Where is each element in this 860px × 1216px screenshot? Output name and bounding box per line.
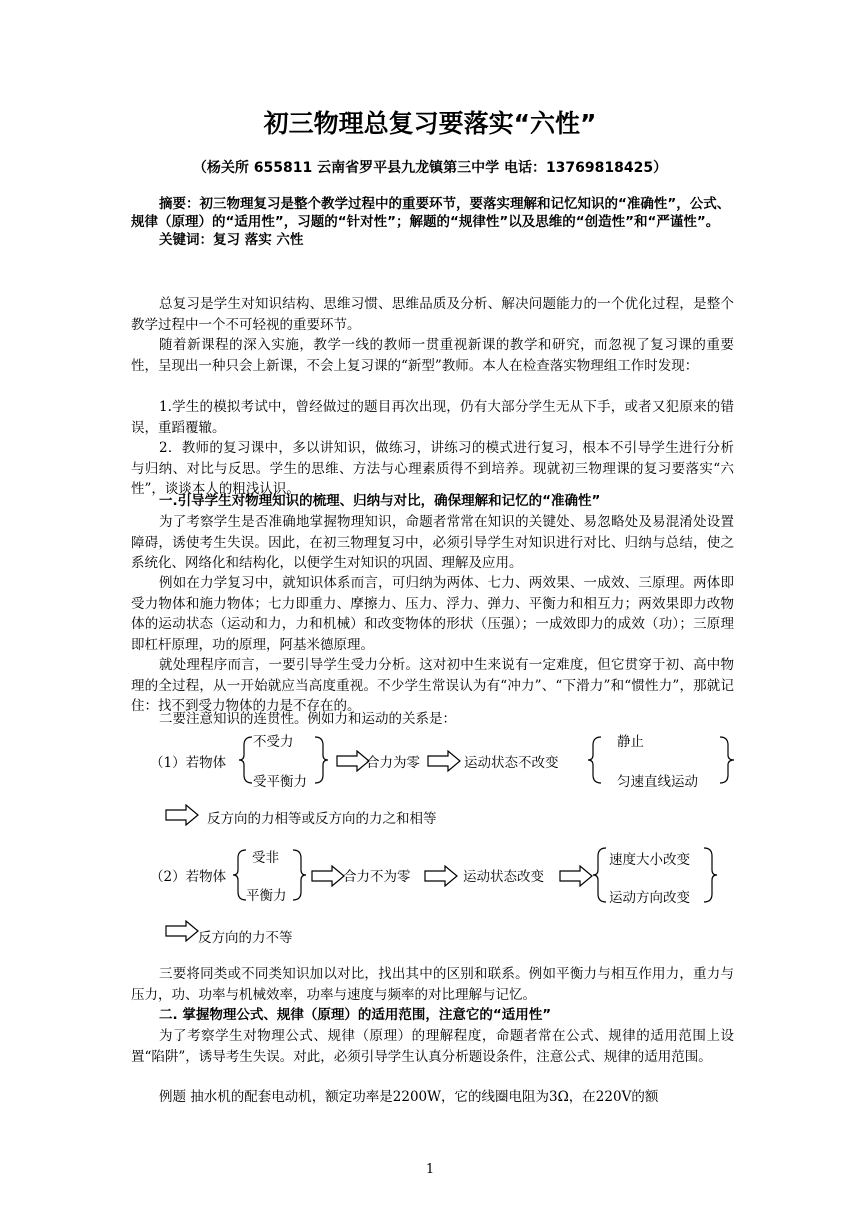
right-brace-icon — [291, 848, 307, 902]
diagram-note: 反方向的力不等 — [198, 930, 293, 946]
result-text: 合力不为零 — [343, 869, 411, 885]
left-brace-icon — [238, 735, 254, 785]
outcome-top: 静止 — [617, 734, 644, 750]
paragraph: 例题 抽水机的配套电动机，额定功率是2200W，它的线圈电阻为3Ω，在220V的额 — [159, 1089, 659, 1105]
arrow-icon — [427, 750, 461, 772]
right-brace-icon — [718, 735, 736, 785]
paragraph: 例如在力学复习中，就知识体系而言，可归纳为两体、七力、两效果、一成效、三原理。两体即受力物体和施力物体；七力即重力、摩擦力、压力、浮力、弹力、平衡力和相互力；两效果即力改物体的运动状态（运动和力，力和机械）和改变物体的形状（压强）；一成效即力的成效（功）；三原理即杠杆原理，功的原理，阿基米德原理。 — [131, 575, 734, 653]
condition-top: 受非 — [252, 850, 279, 866]
right-brace-icon — [702, 846, 718, 904]
condition-top: 不受力 — [253, 734, 294, 750]
arrow-icon — [559, 865, 593, 887]
author-line: （杨关所 655811 云南省罗平县九龙镇第三中学 电话：13769818425） — [192, 160, 668, 176]
abstract — [131, 195, 734, 249]
left-brace-icon — [592, 846, 608, 904]
arrow-icon — [165, 920, 199, 942]
paragraph: 为了考察学生对物理公式、规律（原理）的理解程度，命题者常在公式、规律的适用范围上设置“陷阱”，诱导考生失误。对此，必须引导学生认真分析题设条件，注意公式、规律的适用范围。 — [131, 1028, 734, 1065]
arrow-icon — [165, 804, 199, 826]
page-number: 1 — [425, 1162, 435, 1177]
paragraph: 总复习是学生对知识结构、思维习惯、思维品质及分析、解决问题能力的一个优化过程，是整个教学过程中一个不可轻视的重要环节。 — [131, 296, 734, 333]
section-heading: 一.引导学生对物理知识的梳理、归纳与对比，确保理解和记忆的“准确性” — [159, 493, 601, 509]
diagram-label: （1）若物体 — [150, 755, 227, 771]
outcome-bottom: 运动方向改变 — [609, 890, 690, 906]
paragraph: 随着新课程的深入实施，教学一线的教师一贯重视新课的教学和研究，而忽视了复习课的重要性，呈现出一种只会上新课，不会上复习课的“新型”教师。本人在检查落实物理组工作时发现： — [131, 337, 734, 374]
left-brace-icon — [587, 735, 603, 785]
document-title: 初三物理总复习要落实“六性” — [263, 109, 597, 138]
condition-bottom: 平衡力 — [246, 888, 287, 904]
section-heading: 二. 掌握物理公式、规律（原理）的适用范围，注意它的“适用性” — [159, 1007, 552, 1023]
diagram-label: （2）若物体 — [150, 869, 227, 885]
diagram-note: 反方向的力相等或反方向的力之和相等 — [207, 811, 437, 827]
outcome-top: 速度大小改变 — [609, 852, 690, 868]
condition-bottom: 受平衡力 — [253, 774, 307, 790]
paragraph: 三要将同类或不同类知识加以对比，找出其中的区别和联系。例如平衡力与相互作用力，重力与压力，功、功率与机械效率，功率与速度与频率的对比理解与记忆。 — [131, 966, 734, 1003]
arrow-icon — [336, 750, 370, 772]
keywords: 关键词：复习 落实 六性 — [159, 232, 304, 248]
right-brace-icon — [313, 735, 329, 785]
result-text: 合力为零 — [366, 755, 420, 771]
state-text: 运动状态改变 — [463, 869, 544, 885]
abstract-text: 摘要：初三物理复习是整个教学过程中的重要环节，要落实理解和记忆知识的“准确性”，公式、规律（原理）的“适用性”，习题的“针对性”；解题的“规律性”以及思维的“创造性”和“严谨性”。 — [131, 196, 731, 230]
paragraph: 2．教师的复习课中，多以讲知识，做练习，讲练习的模式进行复习，根本不引导学生进行分析与归纳、对比与反思。学生的思维、方法与心理素质得不到培养。现就初三物理课的复习要落实“六性”，谈谈本人的粗浅认识。 — [131, 440, 734, 498]
arrow-icon — [311, 865, 345, 887]
paragraph: 就处理程序而言，一要引导学生受力分析。这对初中生来说有一定难度，但它贯穿于初、高中物理的全过程，从一开始就应当高度重视。不少学生常误认为有“冲力”、“下滑力”和“惯性力”，那就记住：找不到受力物体的力是不存在的。 — [131, 657, 734, 715]
paragraph: 为了考察学生是否准确地掌握物理知识，命题者常常在知识的关键处、易忽略处及易混淆处设置障碍，诱使考生失误。因此，在初三物理复习中，必须引导学生对知识进行对比、归纳与总结，使之系统化、网络化和结构化，以便学生对知识的巩固、理解及应用。 — [131, 514, 734, 572]
outcome-bottom: 匀速直线运动 — [617, 774, 698, 790]
state-text: 运动状态不改变 — [464, 755, 559, 771]
arrow-icon — [424, 865, 458, 887]
paragraph: 二要注意知识的连贯性。例如力和运动的关系是： — [159, 711, 456, 727]
paragraph: 1.学生的模拟考试中，曾经做过的题目再次出现，仍有大部分学生无从下手，或者又犯原来的错误，重蹈覆辙。 — [131, 399, 734, 436]
